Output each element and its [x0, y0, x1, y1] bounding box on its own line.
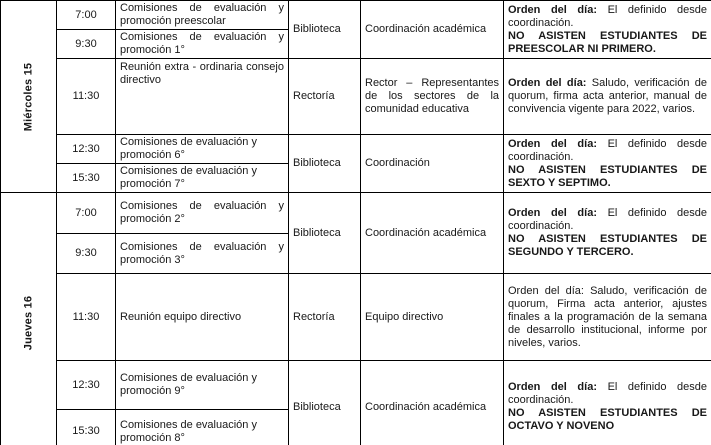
activity-cell: Comisiones de evaluación y promoción 7° — [116, 164, 289, 193]
time-cell: 9:30 — [57, 234, 116, 274]
activity-cell: Reunión equipo directivo — [116, 274, 289, 361]
agenda-notice: NO ASISTEN ESTUDIANTES DE SEXTO Y SEPTIMO. — [508, 163, 707, 189]
agenda-cell — [504, 59, 711, 135]
day-cell-thursday — [1, 193, 57, 445]
agenda-lead-rest: Saludo, verificación de quorum, firma acta anterior, manual de convivencia vigente para 2022, varios. — [508, 77, 707, 115]
location-cell: Biblioteca — [289, 135, 361, 193]
time-cell: 7:00 — [57, 1, 116, 30]
agenda-cell — [504, 361, 711, 445]
time-cell: 11:30 — [57, 274, 116, 361]
agenda-lead-bold: Orden del día: — [508, 207, 597, 219]
participants-cell: Equipo directivo — [361, 274, 504, 361]
agenda-lead-bold: Orden del día: — [508, 3, 597, 16]
activity-cell: Comisiones de evaluación y promoción 6° — [116, 135, 289, 164]
location-cell: Rectoría — [289, 274, 361, 361]
day-label: Jueves 16 — [22, 295, 34, 351]
participants-cell: Coordinación — [361, 135, 504, 193]
time-cell: 15:30 — [57, 164, 116, 193]
participants-cell: Coordinación académica — [361, 361, 504, 445]
agenda-lead-bold: Orden del día: — [508, 381, 597, 393]
location-cell: Biblioteca — [289, 193, 361, 274]
agenda-cell — [504, 135, 711, 193]
agenda-lead-rest: El definido desde coordinación. — [508, 207, 707, 232]
location-cell: Rectoría — [289, 59, 361, 135]
activity-cell: Comisiones de evaluación y promoción 1° — [116, 30, 289, 59]
agenda-cell — [504, 193, 711, 274]
activity-cell: Comisiones de evaluación y promoción 3° — [116, 234, 289, 274]
activity-cell: Comisiones de evaluación y promoción 8° — [116, 410, 289, 445]
activity-cell: Comisiones de evaluación y promoción 9° — [116, 361, 289, 410]
agenda-cell — [504, 1, 711, 59]
activity-cell: Comisiones de evaluación y promoción 2° — [116, 193, 289, 234]
agenda-lead-bold: Orden del día: — [508, 137, 597, 150]
agenda-lead-bold: Orden del día: — [508, 77, 587, 89]
participants-cell: Coordinación académica — [361, 193, 504, 274]
activity-cell: Comisiones de evaluación y promoción preescolar — [116, 1, 289, 30]
agenda-notice: NO ASISTEN ESTUDIANTES DE PREESCOLAR NI PRIMERO. — [508, 29, 707, 55]
agenda-cell — [504, 274, 711, 361]
time-cell: 12:30 — [57, 361, 116, 410]
time-cell: 11:30 — [57, 59, 116, 135]
time-cell: 12:30 — [57, 135, 116, 164]
location-cell: Biblioteca — [289, 361, 361, 445]
day-label: Miércoles 15 — [22, 62, 34, 131]
agenda-notice: NO ASISTEN ESTUDIANTES DE SEGUNDO Y TERCERO. — [508, 233, 707, 258]
time-cell: 7:00 — [57, 193, 116, 234]
agenda-lead-plain: Orden del día: Saludo, verificación de quorum, Firma acta anterior, ajustes finales a la programación de la semana de desarrollo institucional, informe por niveles, varios. — [508, 284, 707, 349]
participants-cell: Coordinación académica — [361, 1, 504, 59]
agenda-lead-rest: El definido desde coordinación. — [508, 381, 707, 406]
location-cell: Biblioteca — [289, 1, 361, 59]
agenda-notice: NO ASISTEN ESTUDIANTES DE OCTAVO Y NOVENO — [508, 407, 707, 432]
agenda-lead-rest: El definido desde coordinación. — [508, 3, 707, 29]
agenda-lead-rest: El definido desde coordinación. — [508, 137, 707, 163]
participants-cell: Rector – Representantes de los sectores de la comunidad educativa — [361, 59, 504, 135]
activity-cell: Reunión extra - ordinaria consejo directivo — [116, 59, 289, 135]
time-cell: 9:30 — [57, 30, 116, 59]
time-cell: 15:30 — [57, 410, 116, 445]
day-cell-wednesday — [1, 1, 57, 193]
